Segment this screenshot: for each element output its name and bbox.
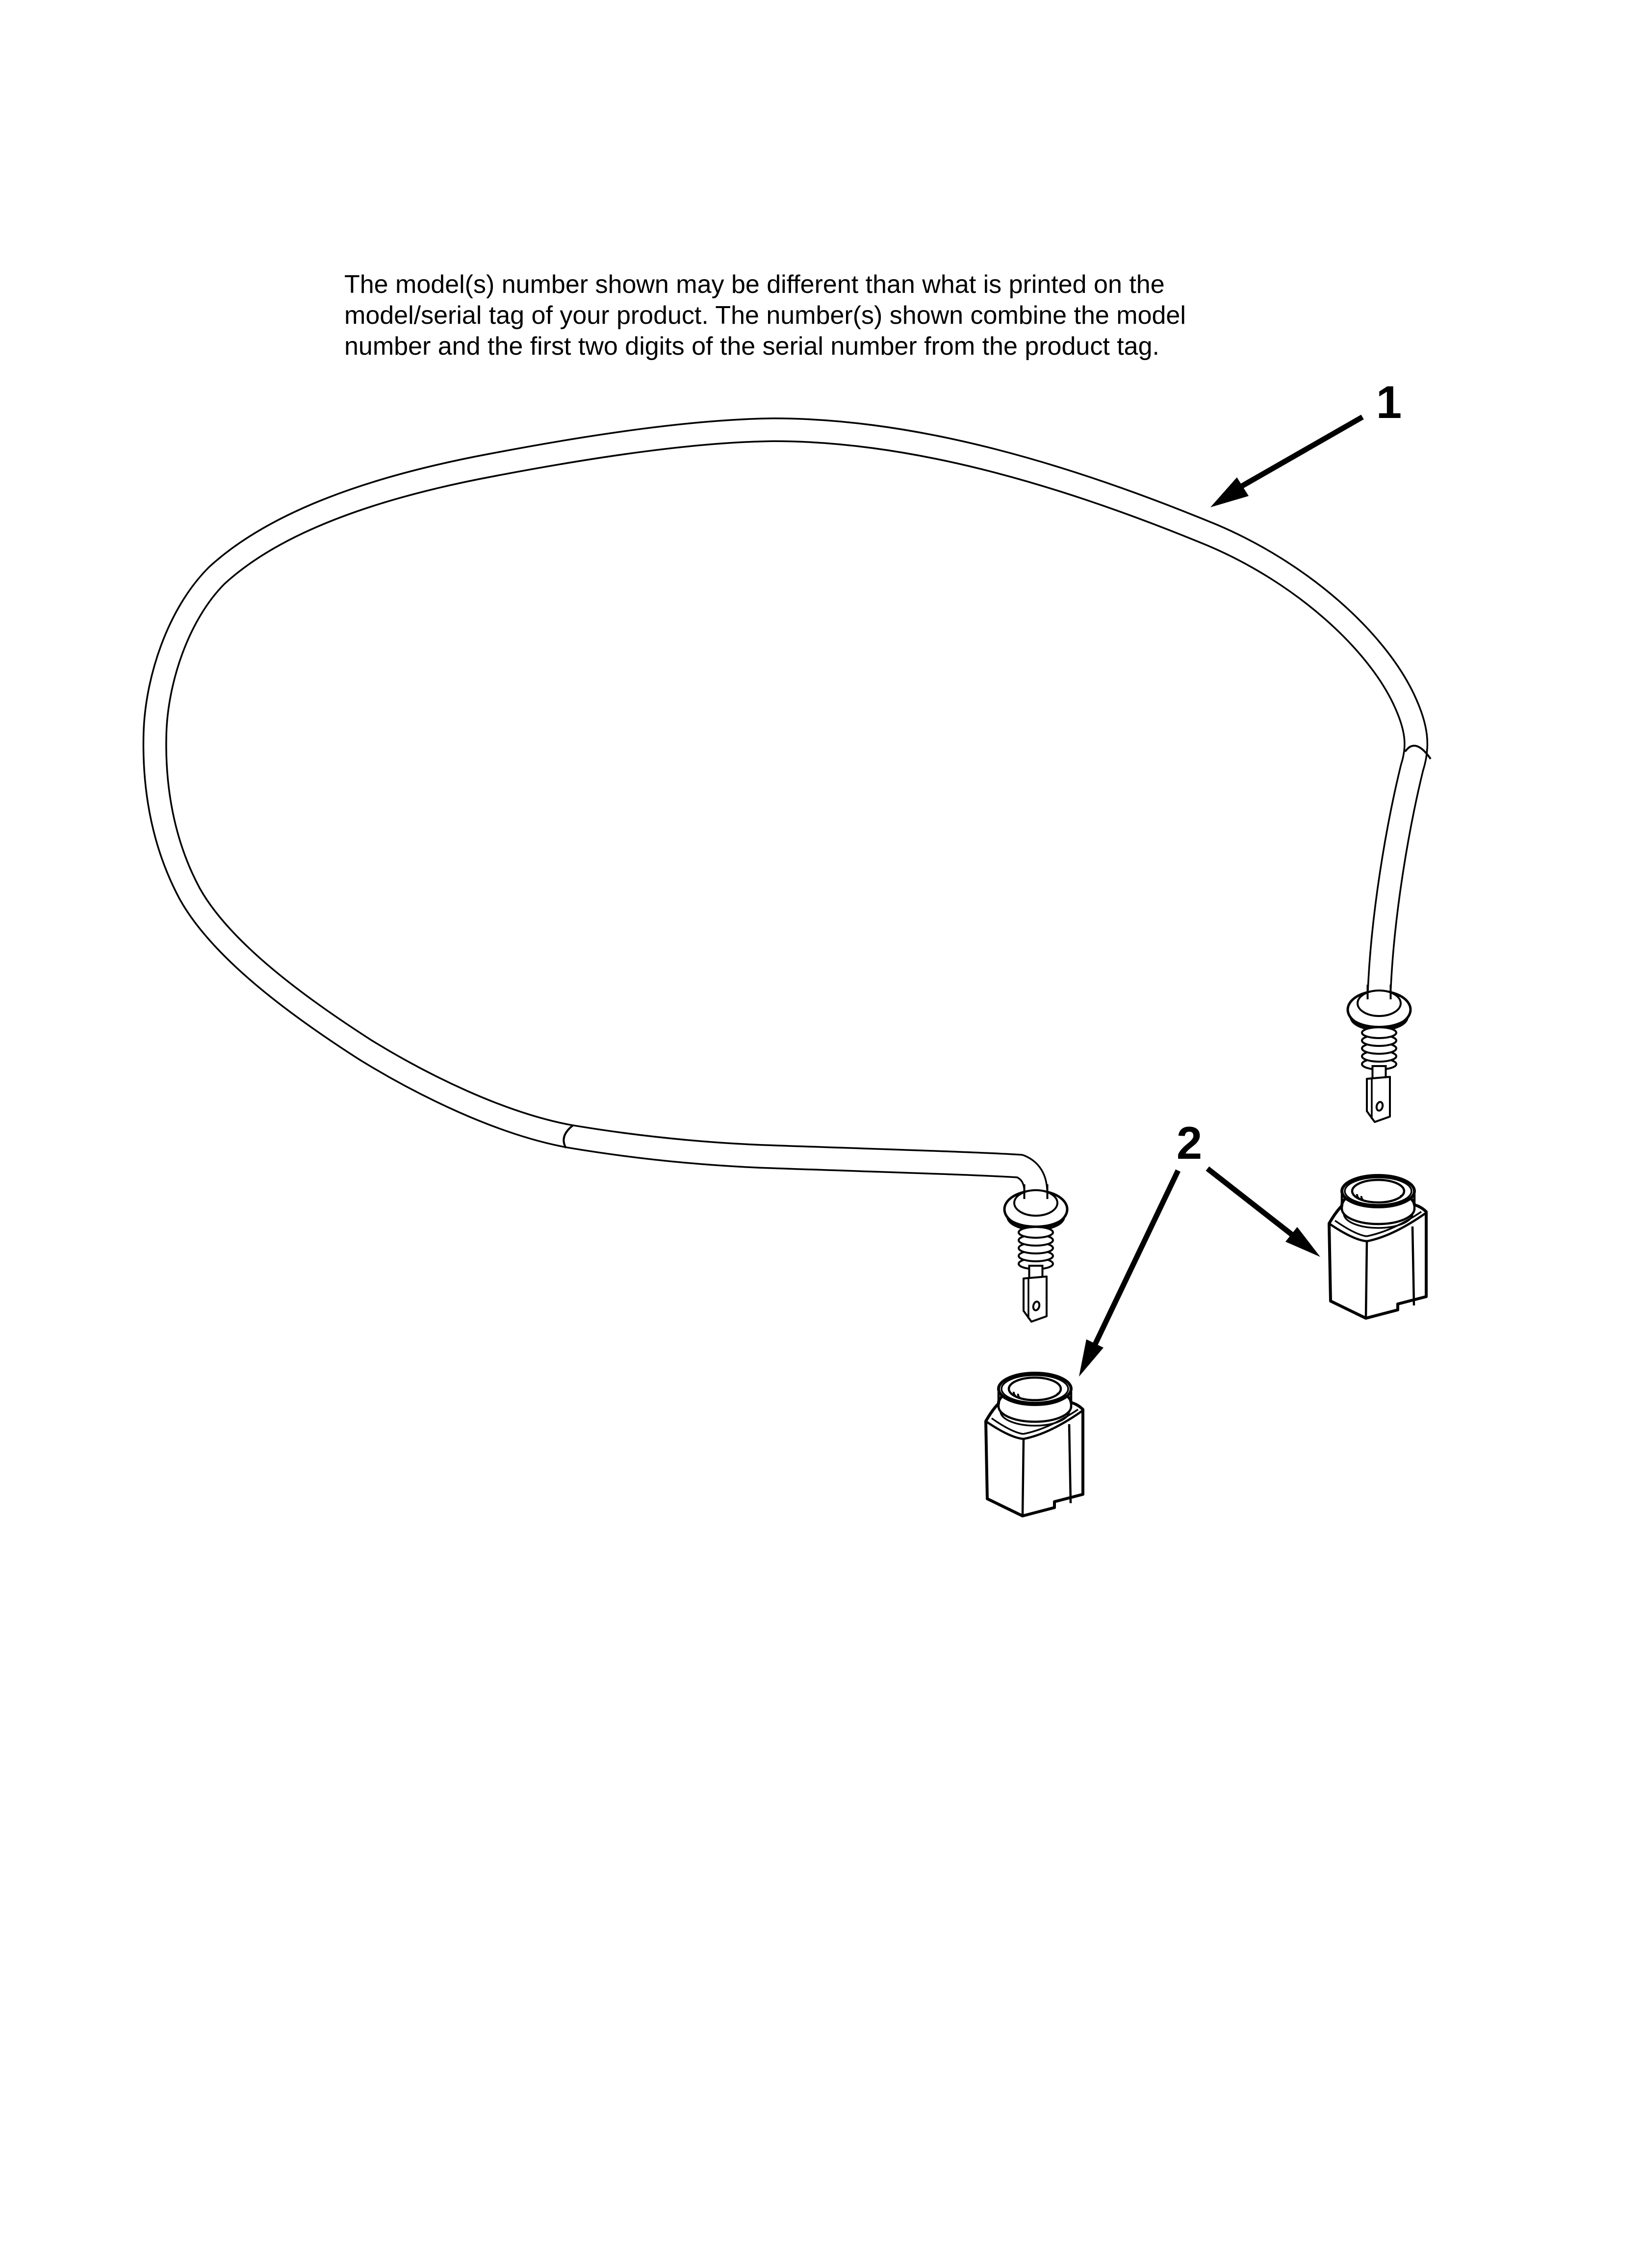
callout-arrow-1-line — [1237, 417, 1362, 489]
element-terminal-left — [1004, 1184, 1067, 1322]
element-terminal-right — [1348, 985, 1411, 1122]
callout-arrow-1-head-icon — [1210, 477, 1249, 507]
note-line-2: model/serial tag of your product. The number(s) shown combine the model — [344, 301, 1186, 330]
callout-label-2: 2 — [1176, 1117, 1203, 1169]
callout-2 — [1079, 1117, 1320, 1377]
note-line-1: The model(s) number shown may be different than what is printed on the — [344, 270, 1165, 299]
callout-arrow-2b-line — [1207, 1169, 1293, 1235]
hex-nut-right — [1329, 1175, 1426, 1318]
heating-element-tube — [155, 430, 1431, 1193]
callout-arrow-2a-head-icon — [1079, 1339, 1103, 1377]
note-line-3: number and the first two digits of the serial number from the product tag. — [344, 332, 1159, 361]
tube-fill — [155, 430, 1416, 1193]
hex-nut-lower — [986, 1373, 1083, 1516]
callout-label-1: 1 — [1376, 376, 1402, 428]
callout-1 — [1210, 376, 1402, 507]
callout-arrow-2a-line — [1095, 1171, 1178, 1344]
